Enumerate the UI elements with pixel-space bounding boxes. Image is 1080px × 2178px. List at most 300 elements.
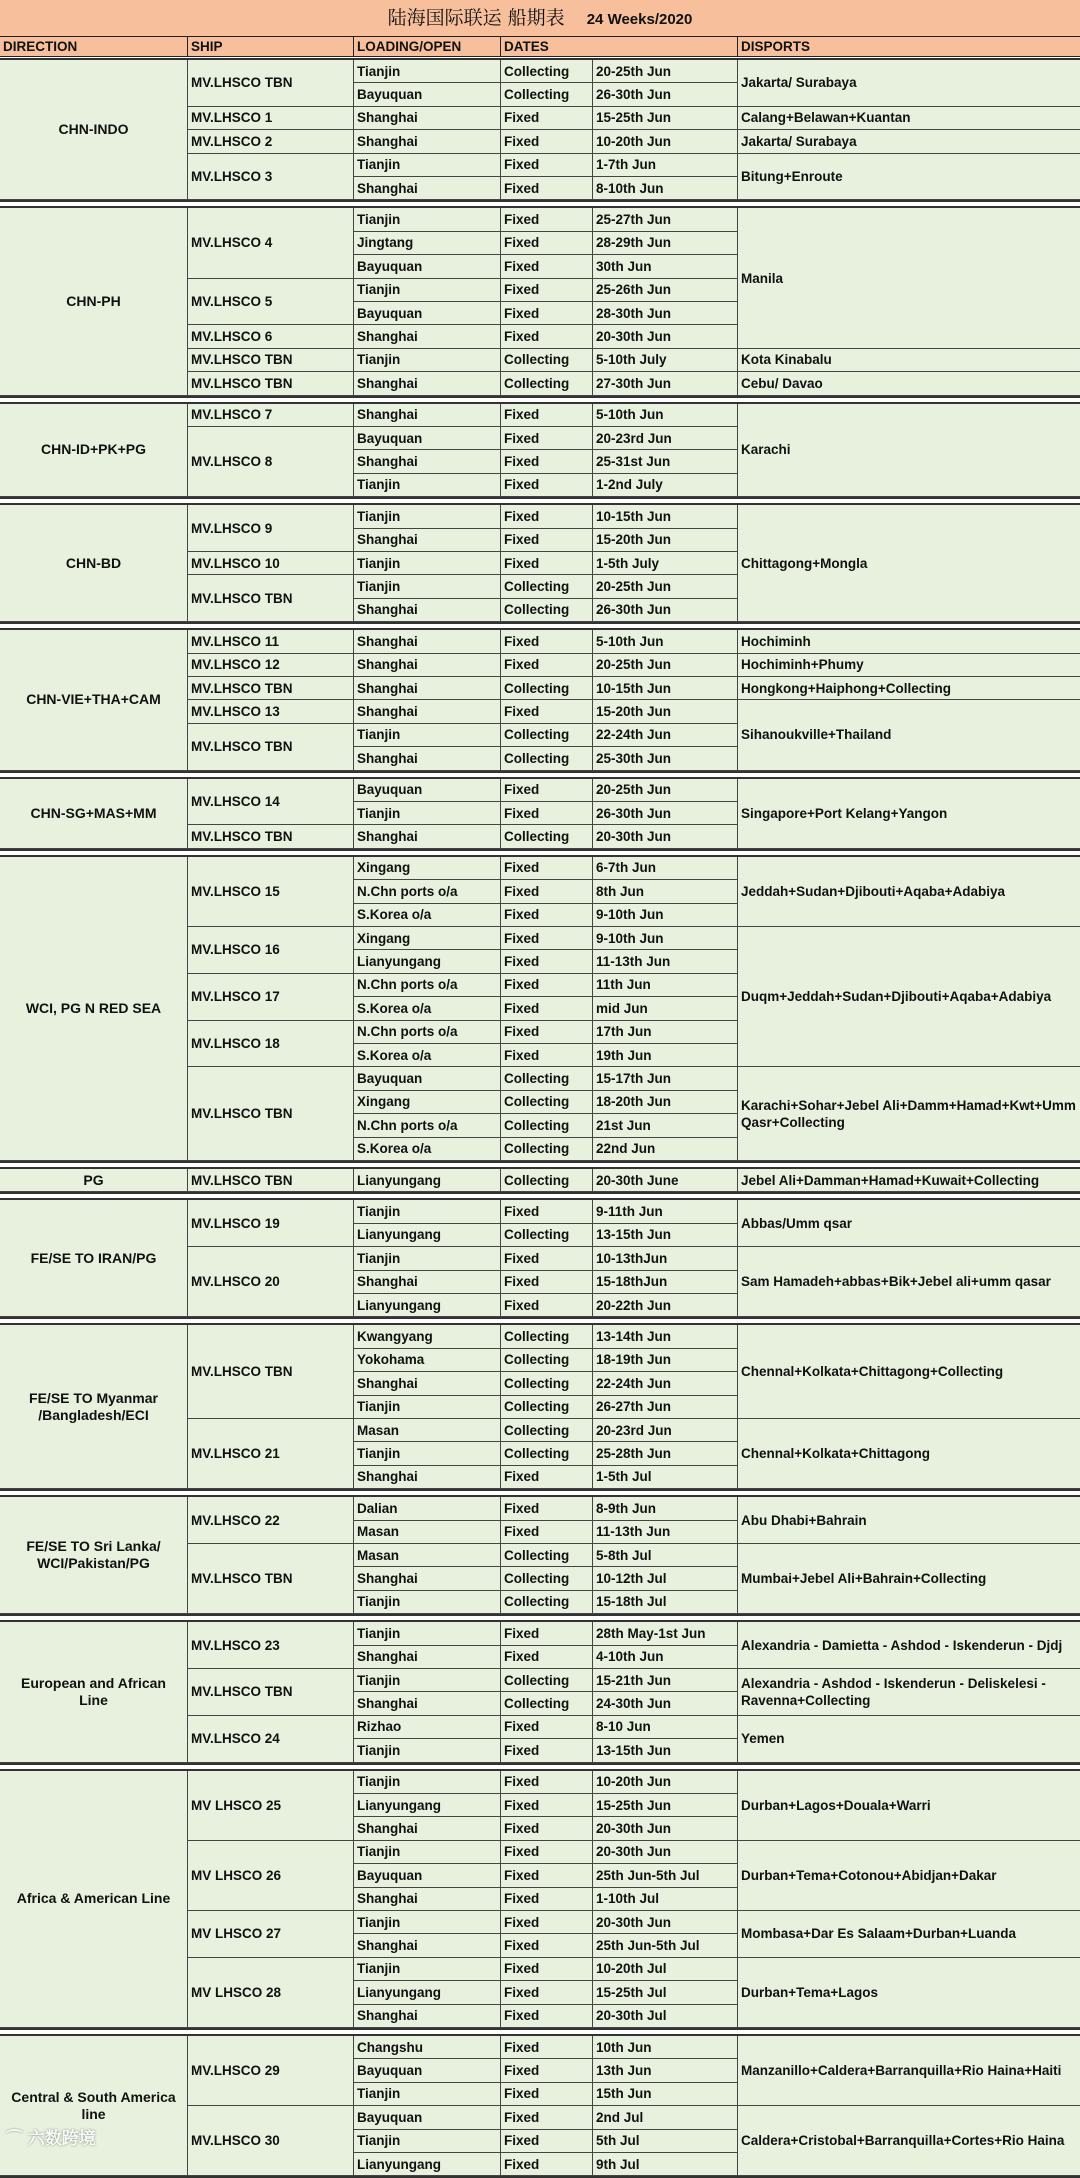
disport: Hongkong+Haiphong+Collecting <box>738 677 1080 700</box>
booking-status: Fixed <box>501 1646 593 1669</box>
disport: Manila <box>738 208 1080 348</box>
disport: Abu Dhabi+Bahrain <box>738 1497 1080 1544</box>
date-range: 4-10th Jun <box>593 1646 738 1669</box>
booking-status: Fixed <box>501 427 593 450</box>
date-range: 10-13thJun <box>593 1247 738 1270</box>
booking-status: Collecting <box>501 1692 593 1715</box>
date-range: 13-14th Jun <box>593 1325 738 1348</box>
date-range: 9-10th Jun <box>593 904 738 927</box>
ship-name: MV.LHSCO 14 <box>188 779 354 826</box>
ship-name: MV.LHSCO 13 <box>188 700 354 723</box>
route-direction: European and African Line <box>0 1622 188 1762</box>
booking-status: Fixed <box>501 857 593 880</box>
disport: Jebel Ali+Damman+Hamad+Kuwait+Collecting <box>738 1169 1080 1192</box>
loading-port: S.Korea o/a <box>354 1044 501 1067</box>
date-range: 1-5th July <box>593 552 738 575</box>
loading-port: Shanghai <box>354 700 501 723</box>
date-range: 10-20th Jun <box>593 130 738 153</box>
disport: Alexandria - Damietta - Ashdod - Iskenderun - Djdj <box>738 1622 1080 1669</box>
booking-status: Collecting <box>501 724 593 747</box>
booking-status: Fixed <box>501 700 593 723</box>
loading-port: Tianjin <box>354 575 501 598</box>
route-direction: CHN-ID+PK+PG <box>0 404 188 498</box>
booking-status: Collecting <box>501 575 593 598</box>
date-range: 15-21th Jun <box>593 1669 738 1692</box>
loading-port: Shanghai <box>354 677 501 700</box>
date-range: 20-23rd Jun <box>593 1419 738 1442</box>
disport: Yemen <box>738 1716 1080 1763</box>
booking-status: Fixed <box>501 255 593 278</box>
ship-name: MV.LHSCO TBN <box>188 1325 354 1419</box>
date-range: 20-30th Jul <box>593 2005 738 2028</box>
booking-status: Fixed <box>501 630 593 653</box>
loading-port: Shanghai <box>354 177 501 200</box>
loading-port: Xingang <box>354 1091 501 1114</box>
loading-port: Bayuquan <box>354 302 501 325</box>
loading-port: S.Korea o/a <box>354 1138 501 1161</box>
ship-name: MV.LHSCO TBN <box>188 575 354 622</box>
booking-status: Fixed <box>501 2005 593 2028</box>
date-range: 27-30th Jun <box>593 372 738 395</box>
booking-status: Collecting <box>501 1224 593 1247</box>
booking-status: Collecting <box>501 825 593 848</box>
date-range: 6-7th Jun <box>593 857 738 880</box>
date-range: 15-20th Jun <box>593 529 738 552</box>
ship-name: MV.LHSCO TBN <box>188 372 354 395</box>
loading-port: Tianjin <box>354 1669 501 1692</box>
ship-name: MV.LHSCO 6 <box>188 325 354 348</box>
date-range: 10-20th Jul <box>593 1958 738 1981</box>
loading-port: Shanghai <box>354 2005 501 2028</box>
booking-status: Collecting <box>501 1396 593 1419</box>
loading-port: Tianjin <box>354 2083 501 2106</box>
loading-port: Masan <box>354 1544 501 1567</box>
booking-status: Fixed <box>501 1271 593 1294</box>
loading-port: Lianyungang <box>354 1981 501 2004</box>
booking-status: Fixed <box>501 1958 593 1981</box>
title-week: 24 Weeks/2020 <box>586 11 693 28</box>
booking-status: Collecting <box>501 1591 593 1614</box>
booking-status: Fixed <box>501 1817 593 1840</box>
date-range: 10-12th Jul <box>593 1567 738 1590</box>
booking-status: Fixed <box>501 450 593 473</box>
date-range: 20-30th Jun <box>593 1817 738 1840</box>
route-direction: CHN-INDO <box>0 60 188 200</box>
booking-status: Fixed <box>501 1294 593 1317</box>
booking-status: Fixed <box>501 654 593 677</box>
loading-port: Masan <box>354 1521 501 1544</box>
date-range: 15-20th Jun <box>593 700 738 723</box>
booking-status: Fixed <box>501 1864 593 1887</box>
ship-name: MV.LHSCO 20 <box>188 1247 354 1317</box>
booking-status: Fixed <box>501 302 593 325</box>
loading-port: Lianyungang <box>354 1169 501 1192</box>
loading-port: Shanghai <box>354 1372 501 1395</box>
date-range: 15-25th Jul <box>593 1981 738 2004</box>
loading-port: Jingtang <box>354 232 501 255</box>
ship-name: MV.LHSCO TBN <box>188 677 354 700</box>
booking-status: Fixed <box>501 1716 593 1739</box>
loading-port: Shanghai <box>354 325 501 348</box>
disport: Caldera+Cristobal+Barranquilla+Cortes+Rio Haina <box>738 2106 1080 2176</box>
ship-name: MV.LHSCO TBN <box>188 349 354 372</box>
ship-name: MV.LHSCO 24 <box>188 1716 354 1763</box>
loading-port: Xingang <box>354 927 501 950</box>
date-range: 20-22th Jun <box>593 1294 738 1317</box>
booking-status: Collecting <box>501 1091 593 1114</box>
disport: Sam Hamadeh+abbas+Bik+Jebel ali+umm qasar <box>738 1247 1080 1317</box>
ship-name: MV.LHSCO 22 <box>188 1497 354 1544</box>
booking-status: Collecting <box>501 1567 593 1590</box>
date-range: 24-30th Jun <box>593 1692 738 1715</box>
loading-port: Shanghai <box>354 825 501 848</box>
booking-status: Fixed <box>501 325 593 348</box>
booking-status: Fixed <box>501 779 593 802</box>
loading-port: Shanghai <box>354 1934 501 1957</box>
booking-status: Fixed <box>501 232 593 255</box>
loading-port: Bayuquan <box>354 2106 501 2129</box>
date-range: 25-26th Jun <box>593 279 738 302</box>
loading-port: Tianjin <box>354 724 501 747</box>
date-range: 11-13th Jun <box>593 1521 738 1544</box>
date-range: 1-10th Jul <box>593 1888 738 1911</box>
loading-port: Shanghai <box>354 529 501 552</box>
route-block <box>0 855 1080 1163</box>
disport: Mombasa+Dar Es Salaam+Durban+Luanda <box>738 1911 1080 1958</box>
date-range: 9-11th Jun <box>593 1200 738 1223</box>
loading-port: N.Chn ports o/a <box>354 974 501 997</box>
ship-name: MV.LHSCO 23 <box>188 1622 354 1669</box>
loading-port: Tianjin <box>354 1841 501 1864</box>
booking-status: Fixed <box>501 529 593 552</box>
date-range: 9-10th Jun <box>593 927 738 950</box>
ship-name: MV.LHSCO 12 <box>188 654 354 677</box>
ship-name: MV.LHSCO TBN <box>188 1169 354 1192</box>
route-block <box>0 1198 1080 1319</box>
route-direction: PG <box>0 1169 188 1192</box>
loading-port: Lianyungang <box>354 2153 501 2176</box>
date-range: 18-20th Jun <box>593 1091 738 1114</box>
date-range: 20-30th Jun <box>593 1841 738 1864</box>
date-range: 5-10th Jun <box>593 404 738 427</box>
ship-name: MV.LHSCO 18 <box>188 1021 354 1068</box>
loading-port: Tianjin <box>354 2130 501 2153</box>
loading-port: Tianjin <box>354 1622 501 1645</box>
date-range: 20-30th Jun <box>593 1911 738 1934</box>
date-range: 20-30th Jun <box>593 325 738 348</box>
route-direction: CHN-PH <box>0 208 188 395</box>
booking-status: Fixed <box>501 880 593 903</box>
booking-status: Collecting <box>501 677 593 700</box>
booking-status: Collecting <box>501 1349 593 1372</box>
loading-port: N.Chn ports o/a <box>354 880 501 903</box>
route-direction: Central & South America line <box>0 2036 188 2176</box>
loading-port: Tianjin <box>354 1739 501 1762</box>
disport: Durban+Tema+Lagos <box>738 1958 1080 2028</box>
booking-status: Fixed <box>501 997 593 1020</box>
route-block <box>0 2034 1080 2178</box>
ship-name: MV.LHSCO 15 <box>188 857 354 927</box>
booking-status: Fixed <box>501 927 593 950</box>
disport: Cebu/ Davao <box>738 372 1080 395</box>
route-block <box>0 1323 1080 1491</box>
date-range: 28-29th Jun <box>593 232 738 255</box>
route-block <box>0 1620 1080 1764</box>
disport: Abbas/Umm qsar <box>738 1200 1080 1247</box>
loading-port: Shanghai <box>354 1817 501 1840</box>
date-range: 26-30th Jun <box>593 802 738 825</box>
disport: Chittagong+Mongla <box>738 505 1080 622</box>
date-range: 10th Jun <box>593 2036 738 2059</box>
loading-port: Shanghai <box>354 372 501 395</box>
booking-status: Collecting <box>501 1138 593 1161</box>
date-range: 21st Jun <box>593 1114 738 1137</box>
date-range: 8-10 Jun <box>593 1716 738 1739</box>
date-range: 15-17th Jun <box>593 1067 738 1090</box>
loading-port: Shanghai <box>354 1646 501 1669</box>
date-range: 5th Jul <box>593 2130 738 2153</box>
booking-status: Collecting <box>501 1067 593 1090</box>
date-range: 13-15th Jun <box>593 1739 738 1762</box>
booking-status: Fixed <box>501 505 593 528</box>
disport: Karachi <box>738 404 1080 498</box>
header-dates: DATES <box>501 37 738 57</box>
booking-status: Collecting <box>501 83 593 106</box>
disport: Alexandria - Ashdod - Iskenderun - Deliskelesi - Ravenna+Collecting <box>738 1669 1080 1716</box>
date-range: 26-27th Jun <box>593 1396 738 1419</box>
ship-name: MV.LHSCO 4 <box>188 208 354 278</box>
loading-port: Lianyungang <box>354 950 501 973</box>
date-range: mid Jun <box>593 997 738 1020</box>
booking-status: Fixed <box>501 2036 593 2059</box>
loading-port: Shanghai <box>354 1567 501 1590</box>
booking-status: Collecting <box>501 1442 593 1465</box>
route-block <box>0 628 1080 772</box>
booking-status: Fixed <box>501 404 593 427</box>
disport: Karachi+Sohar+Jebel Ali+Damm+Hamad+Kwt+Umm Qasr+Collecting <box>738 1067 1080 1161</box>
date-range: 30th Jun <box>593 255 738 278</box>
loading-port: Tianjin <box>354 279 501 302</box>
ship-name: MV.LHSCO 29 <box>188 2036 354 2106</box>
booking-status: Fixed <box>501 130 593 153</box>
booking-status: Collecting <box>501 1169 593 1192</box>
booking-status: Fixed <box>501 1911 593 1934</box>
booking-status: Fixed <box>501 1497 593 1520</box>
date-range: 25-30th Jun <box>593 747 738 770</box>
ship-name: MV.LHSCO 30 <box>188 2106 354 2176</box>
booking-status: Fixed <box>501 552 593 575</box>
route-block <box>0 1495 1080 1616</box>
loading-port: Shanghai <box>354 630 501 653</box>
booking-status: Fixed <box>501 154 593 177</box>
date-range: 10-20th Jun <box>593 1771 738 1794</box>
loading-port: Shanghai <box>354 1888 501 1911</box>
date-range: 1-2nd July <box>593 474 738 497</box>
date-range: 28-30th Jun <box>593 302 738 325</box>
loading-port: Tianjin <box>354 1200 501 1223</box>
date-range: 8-10th Jun <box>593 177 738 200</box>
date-range: 11-13th Jun <box>593 950 738 973</box>
route-direction: Africa & American Line <box>0 1771 188 2028</box>
ship-name: MV.LHSCO 8 <box>188 427 354 497</box>
date-range: 19th Jun <box>593 1044 738 1067</box>
title-main: 陆海国际联运 船期表 <box>387 7 565 29</box>
date-range: 20-25th Jun <box>593 60 738 83</box>
route-direction: FE/SE TO Myanmar /Bangladesh/ECI <box>0 1325 188 1489</box>
booking-status: Fixed <box>501 177 593 200</box>
date-range: 13th Jun <box>593 2059 738 2082</box>
route-block <box>0 1769 1080 2030</box>
booking-status: Fixed <box>501 208 593 231</box>
disport: Jeddah+Sudan+Djibouti+Aqaba+Adabiya <box>738 857 1080 927</box>
disport: Duqm+Jeddah+Sudan+Djibouti+Aqaba+Adabiya <box>738 927 1080 1067</box>
date-range: 15-18th Jul <box>593 1591 738 1614</box>
date-range: 5-10th July <box>593 349 738 372</box>
route-direction: WCI, PG N RED SEA <box>0 857 188 1161</box>
loading-port: Shanghai <box>354 130 501 153</box>
loading-port: S.Korea o/a <box>354 997 501 1020</box>
date-range: 10-15th Jun <box>593 505 738 528</box>
route-direction: CHN-SG+MAS+MM <box>0 779 188 849</box>
ship-name: MV.LHSCO 10 <box>188 552 354 575</box>
date-range: 20-30th June <box>593 1169 738 1192</box>
booking-status: Fixed <box>501 904 593 927</box>
date-range: 20-30th Jun <box>593 825 738 848</box>
booking-status: Fixed <box>501 1794 593 1817</box>
booking-status: Collecting <box>501 599 593 622</box>
ship-name: MV.LHSCO 9 <box>188 505 354 552</box>
date-range: 1-7th Jun <box>593 154 738 177</box>
disport: Chennal+Kolkata+Chittagong+Collecting <box>738 1325 1080 1419</box>
date-range: 26-30th Jun <box>593 599 738 622</box>
route-block <box>0 402 1080 500</box>
loading-port: Bayuquan <box>354 779 501 802</box>
loading-port: Tianjin <box>354 60 501 83</box>
route-direction: FE/SE TO IRAN/PG <box>0 1200 188 1317</box>
booking-status: Fixed <box>501 1739 593 1762</box>
loading-port: Tianjin <box>354 474 501 497</box>
route-block <box>0 777 1080 851</box>
date-range: 2nd Jul <box>593 2106 738 2129</box>
ship-name: MV.LHSCO TBN <box>188 60 354 107</box>
watermark-logo: ⌒ 六数跨境 <box>6 2129 96 2148</box>
booking-status: Fixed <box>501 279 593 302</box>
loading-port: Bayuquan <box>354 1864 501 1887</box>
date-range: 18-19th Jun <box>593 1349 738 1372</box>
booking-status: Fixed <box>501 950 593 973</box>
loading-port: Shanghai <box>354 404 501 427</box>
date-range: 25th Jun-5th Jul <box>593 1864 738 1887</box>
ship-name: MV.LHSCO TBN <box>188 1544 354 1614</box>
date-range: 17th Jun <box>593 1021 738 1044</box>
loading-port: Yokohama <box>354 1349 501 1372</box>
route-direction: CHN-VIE+THA+CAM <box>0 630 188 770</box>
date-range: 10-15th Jun <box>593 677 738 700</box>
loading-port: Kwangyang <box>354 1325 501 1348</box>
ship-name: MV LHSCO 27 <box>188 1911 354 1958</box>
ship-name: MV.LHSCO TBN <box>188 1669 354 1716</box>
loading-port: Shanghai <box>354 599 501 622</box>
disport: Bitung+Enroute <box>738 154 1080 201</box>
ship-name: MV.LHSCO TBN <box>188 1067 354 1161</box>
booking-status: Fixed <box>501 974 593 997</box>
booking-status: Fixed <box>501 1888 593 1911</box>
booking-status: Fixed <box>501 1200 593 1223</box>
booking-status: Fixed <box>501 1934 593 1957</box>
loading-port: Tianjin <box>354 802 501 825</box>
booking-status: Fixed <box>501 2130 593 2153</box>
booking-status: Fixed <box>501 474 593 497</box>
header-ship: SHIP <box>188 37 354 57</box>
loading-port: Shanghai <box>354 747 501 770</box>
booking-status: Fixed <box>501 1981 593 2004</box>
ship-name: MV LHSCO 26 <box>188 1841 354 1911</box>
loading-port: Tianjin <box>354 349 501 372</box>
loading-port: Shanghai <box>354 1692 501 1715</box>
loading-port: Bayuquan <box>354 255 501 278</box>
disport: Manzanillo+Caldera+Barranquilla+Rio Haina+Haiti <box>738 2036 1080 2106</box>
date-range: 25-27th Jun <box>593 208 738 231</box>
date-range: 20-25th Jun <box>593 779 738 802</box>
route-block <box>0 206 1080 397</box>
loading-port: Shanghai <box>354 1271 501 1294</box>
date-range: 15-18thJun <box>593 1271 738 1294</box>
booking-status: Fixed <box>501 1771 593 1794</box>
booking-status: Collecting <box>501 1372 593 1395</box>
booking-status: Fixed <box>501 1021 593 1044</box>
loading-port: Bayuquan <box>354 1067 501 1090</box>
date-range: 11th Jun <box>593 974 738 997</box>
ship-name: MV.LHSCO 7 <box>188 404 354 427</box>
booking-status: Collecting <box>501 1114 593 1137</box>
header-direction: DIRECTION <box>0 37 188 57</box>
date-range: 22-24th Jun <box>593 724 738 747</box>
loading-port: N.Chn ports o/a <box>354 1114 501 1137</box>
ship-name: MV.LHSCO 11 <box>188 630 354 653</box>
booking-status: Fixed <box>501 802 593 825</box>
date-range: 20-25th Jun <box>593 654 738 677</box>
loading-port: Tianjin <box>354 1396 501 1419</box>
date-range: 25-28th Jun <box>593 1442 738 1465</box>
ship-name: MV.LHSCO 16 <box>188 927 354 974</box>
date-range: 22-24th Jun <box>593 1372 738 1395</box>
booking-status: Collecting <box>501 1544 593 1567</box>
booking-status: Collecting <box>501 1419 593 1442</box>
booking-status: Fixed <box>501 1044 593 1067</box>
schedule-title <box>0 0 1080 37</box>
loading-port: Tianjin <box>354 1958 501 1981</box>
ship-name: MV.LHSCO 1 <box>188 107 354 130</box>
loading-port: Lianyungang <box>354 1294 501 1317</box>
disport: Sihanoukville+Thailand <box>738 700 1080 770</box>
booking-status: Fixed <box>501 2153 593 2176</box>
booking-status: Fixed <box>501 2083 593 2106</box>
loading-port: Tianjin <box>354 1442 501 1465</box>
booking-status: Collecting <box>501 349 593 372</box>
date-range: 8-9th Jun <box>593 1497 738 1520</box>
route-direction: FE/SE TO Sri Lanka/ WCI/Pakistan/PG <box>0 1497 188 1614</box>
loading-port: Rizhao <box>354 1716 501 1739</box>
date-range: 25th Jun-5th Jul <box>593 1934 738 1957</box>
booking-status: Fixed <box>501 1521 593 1544</box>
disport: Jakarta/ Surabaya <box>738 60 1080 107</box>
loading-port: Shanghai <box>354 450 501 473</box>
ship-name: MV.LHSCO 5 <box>188 279 354 326</box>
loading-port: Bayuquan <box>354 83 501 106</box>
booking-status: Collecting <box>501 1669 593 1692</box>
loading-port: Shanghai <box>354 1466 501 1489</box>
date-range: 5-10th Jun <box>593 630 738 653</box>
